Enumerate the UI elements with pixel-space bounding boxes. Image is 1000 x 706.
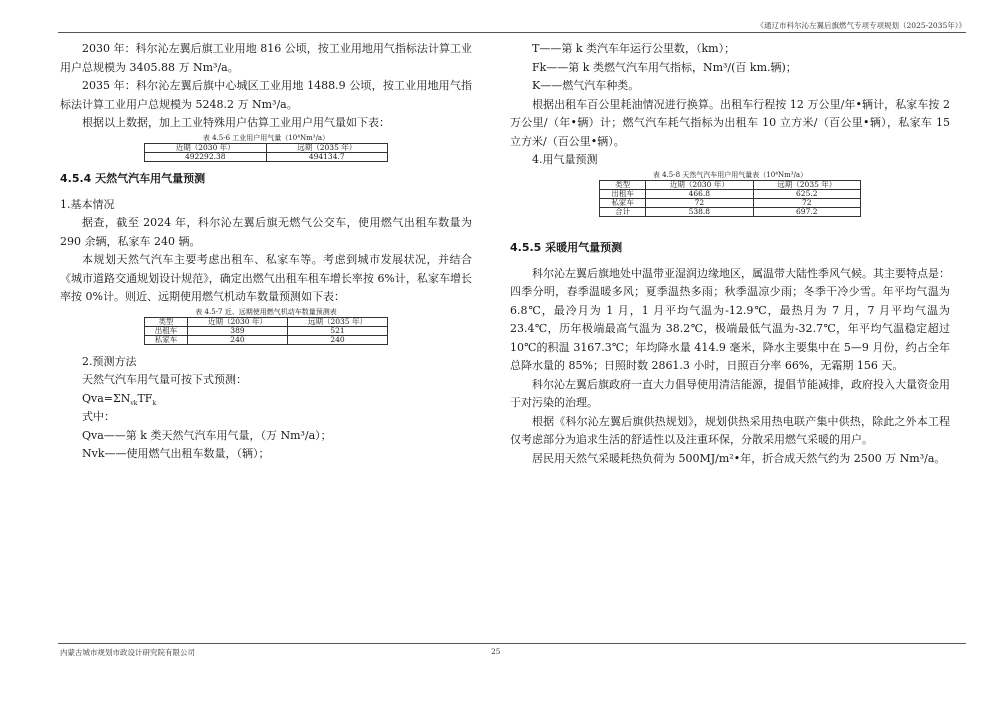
table-cell: 538.8 bbox=[646, 207, 753, 216]
definition-k: K——燃气汽车种类。 bbox=[532, 79, 640, 92]
table-header-row bbox=[600, 180, 861, 189]
formula-where-label: 式中： bbox=[82, 410, 115, 423]
table-header-cell: 类型 bbox=[145, 317, 188, 326]
right-column bbox=[510, 40, 950, 468]
table-cell: 625.2 bbox=[753, 189, 860, 198]
subheading-basic-situation: 1.基本情况 bbox=[60, 197, 115, 211]
table-cell: 697.2 bbox=[753, 207, 860, 216]
formula-part: TF bbox=[137, 391, 153, 405]
definition-fk: Fk——第 k 类燃气汽车用气指标，Nm³/(百 km.辆)； bbox=[532, 60, 797, 74]
paragraph-climate: 科尔沁左翼后旗地处中温带亚湿润边缘地区，属温带大陆性季风气候。其主要特点是：四季分明，春季温暖多风；夏季温热多雨；秋季温凉少雨；冬季干冷少雪。年平均气温为 6.8℃，最冷月为 1 月，1 月平均气温为-12.9℃，最热月为 7 月，7 月平均气温为 23.4℃，历年极端最高气温为 38.2℃，极端最低气温为-32.7℃，年平均气温稳定超过 10℃的积温 3167.3℃；年均降水量 414.9 毫米，降水主要集中在 5—9 月份，约占全年总降水量的 85%；日照时数 2861.3 小时，日照百分率 66%，无霜期 156 天。 bbox=[510, 266, 950, 372]
table-header-cell: 远期（2035 年） bbox=[287, 317, 387, 326]
table-cell: 492292.38 bbox=[145, 152, 267, 161]
page-number: 25 bbox=[491, 647, 501, 656]
section-heading-4-5-5: 4.5.5 采暖用气量预测 bbox=[510, 240, 623, 254]
table-row bbox=[145, 152, 388, 161]
table-cell: 494134.7 bbox=[266, 152, 388, 161]
table-4-5-6 bbox=[144, 143, 388, 162]
table-cell: 521 bbox=[287, 326, 387, 335]
table-cell: 466.8 bbox=[646, 189, 753, 198]
table-cell: 240 bbox=[187, 335, 287, 344]
table-cell: 72 bbox=[753, 198, 860, 207]
table-cell: 出租车 bbox=[600, 189, 646, 198]
table-header-row bbox=[145, 317, 388, 326]
document-header-title: 《通辽市科尔沁左翼后旗燃气专项专项规划（2025-2035年）》 bbox=[756, 21, 966, 30]
header-divider bbox=[58, 32, 966, 33]
paragraph-basic-situation: 据查，截至 2024 年，科尔沁左翼后旗无燃气公交车，使用燃气出租车数量为 290 余辆，私家车 240 辆。 bbox=[60, 216, 472, 248]
table-cell: 240 bbox=[287, 335, 387, 344]
table-4-5-8-caption: 表 4.5-8 天然气汽车用户用气量表（10⁴Nm³/a） bbox=[652, 170, 808, 179]
formula-part: Qva=ΣN bbox=[82, 391, 131, 405]
table-header-cell: 远期（2035 年） bbox=[753, 180, 860, 189]
footer-organization: 内蒙古城市规划市政设计研究院有限公司 bbox=[60, 648, 195, 657]
paragraph-2030-industrial: 2030 年：科尔沁左翼后旗工业用地 816 公顷，按工业用地用气指标法计算工业用户总规模为 3405.88 万 Nm³/a。 bbox=[60, 42, 472, 74]
definition-qva: Qva——第 k 类天然气汽车用气量，（万 Nm³/a）； bbox=[82, 428, 332, 442]
table-header-cell: 近期（2030 年） bbox=[646, 180, 753, 189]
paragraph-heating-plan: 根据《科尔沁左翼后旗供热规划》，规划供热采用热电联产集中供热，除此之外本工程仅考虑部分为追求生活的舒适性以及注重环保，分散采用燃气采暖的用户。 bbox=[510, 414, 950, 446]
formula-intro: 天然气汽车用气量可按下式预测： bbox=[82, 373, 247, 386]
table-cell: 私家车 bbox=[600, 198, 646, 207]
formula bbox=[60, 390, 472, 409]
table-header-cell: 类型 bbox=[600, 180, 646, 189]
formula-subscript: k bbox=[152, 399, 157, 407]
definition-nvk: Nvk——使用燃气出租车数量，（辆）； bbox=[82, 447, 270, 460]
table-4-5-7 bbox=[144, 317, 388, 345]
table-4-5-6-caption: 表 4.5-6 工业用户用气量（10⁴Nm³/a） bbox=[202, 133, 330, 142]
table-row bbox=[600, 207, 861, 216]
table-cell: 出租车 bbox=[145, 326, 188, 335]
table-cell: 72 bbox=[646, 198, 753, 207]
definition-t: T——第 k 类汽车年运行公里数，（km）； bbox=[532, 42, 736, 55]
table-header-row bbox=[145, 143, 388, 152]
paragraph-resident-heating: 居民用天然气采暖耗热负荷为 500MJ/m²•年，折合成天然气约为 2500 万 Nm³/a。 bbox=[532, 451, 946, 465]
subheading-gas-forecast: 4.用气量预测 bbox=[532, 153, 598, 166]
section-heading-4-5-4: 4.5.4 天然气汽车用气量预测 bbox=[60, 171, 206, 185]
table-header-cell: 近期（2030 年） bbox=[187, 317, 287, 326]
formula-subscript: vk bbox=[130, 399, 138, 407]
paragraph-government: 科尔沁左翼后旗政府一直大力倡导使用清洁能源，提倡节能减排，政府投入大量资金用于对污染的治理。 bbox=[510, 377, 950, 409]
table-row bbox=[600, 198, 861, 207]
table-4-5-7-caption: 表 4.5-7 近、远期使用燃气机动车数量预测表 bbox=[195, 307, 337, 316]
table-cell: 私家车 bbox=[145, 335, 188, 344]
table-4-5-8 bbox=[599, 180, 861, 217]
table-row bbox=[145, 326, 388, 335]
paragraph-basis: 根据以上数据，加上工业特殊用户估算工业用户用气量如下表： bbox=[82, 116, 390, 129]
footer-divider bbox=[58, 643, 966, 644]
paragraph-2035-industrial: 2035 年：科尔沁左翼后旗中心城区工业用地 1488.9 公顷，按工业用地用气指标法计算工业用户总规模为 5248.2 万 Nm³/a。 bbox=[60, 79, 472, 111]
table-header-cell: 近期（2030 年） bbox=[145, 143, 267, 152]
table-row bbox=[600, 189, 861, 198]
paragraph-taxi-conversion: 根据出租车百公里耗油情况进行换算。出租车行程按 12 万公里/年•辆计，私家车按 2 万公里/（年•辆）计；燃气汽车耗气指标为出租车 10 立方米/（百公里•辆），私家车 15 立方米/（百公里•辆）。 bbox=[510, 97, 950, 148]
table-row bbox=[145, 335, 388, 344]
left-column bbox=[60, 40, 472, 464]
subheading-prediction-method: 2.预测方法 bbox=[82, 354, 137, 368]
paragraph-planning: 本规划天然气汽车主要考虑出租车、私家车等。考虑到城市发展状况，并结合《城市道路交通规划设计规范》，确定出燃气出租车租车增长率按 6%计，私家车增长率按 0%计。则近、远期使用燃气机动车数量预测如下表： bbox=[60, 253, 472, 303]
table-cell: 389 bbox=[187, 326, 287, 335]
table-cell: 合计 bbox=[600, 207, 646, 216]
table-header-cell: 远期（2035 年） bbox=[266, 143, 388, 152]
